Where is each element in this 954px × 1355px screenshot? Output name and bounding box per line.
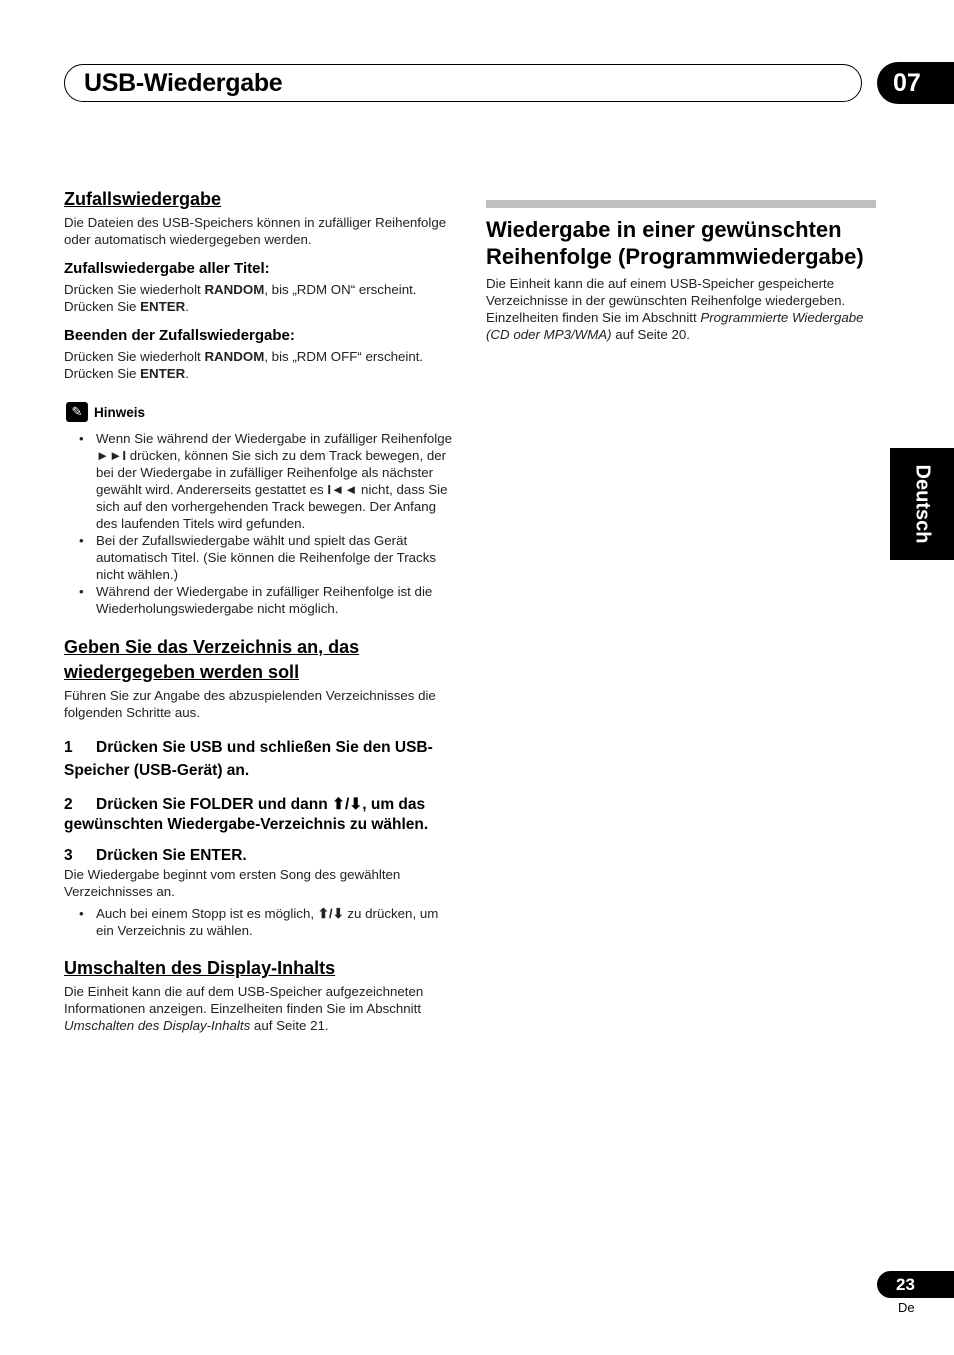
end-text: Drücken Sie wiederholt RANDOM, bis „RDM OFF“ erscheint. Drücken Sie ENTER.: [64, 349, 424, 381]
subheading-end: Beenden der Zufallswiedergabe:: [64, 327, 295, 344]
note-list: [64, 430, 456, 617]
pencil-icon: ✎: [66, 402, 88, 422]
all-titles-text: Drücken Sie wiederholt RANDOM, bis „RDM ON“ erscheint. Drücken Sie ENTER.: [64, 282, 417, 314]
right-column: [486, 200, 876, 343]
section-title-display: Umschalten des Display-Inhalts: [64, 958, 336, 978]
program-text: Die Einheit kann die auf einem USB-Speicher gespeicherte Verzeichnisse in der gewünschten Reihenfolge wiedergeben. Einzelheiten finden Sie im Abschnitt Programmierte Wiedergabe (CD oder MP3/WMA) auf Seite 20.: [486, 276, 864, 342]
step-3-bullets: [64, 905, 456, 939]
zufall-intro: Die Dateien des USB-Speichers können in zufälliger Reihenfolge oder automatisch wiedergegeben werden.: [64, 215, 447, 247]
page-title: USB-Wiedergabe: [84, 69, 283, 97]
up-down-arrow-icon: ⬆/⬇: [331, 796, 363, 813]
step-3: 3 Drücken Sie ENTER.: [64, 847, 247, 864]
note-item: • Auch bei einem Stopp ist es möglich, ⬆/⬇ zu drücken, um ein Verzeichnis zu wählen.: [64, 905, 456, 939]
verzeichnis-intro: Führen Sie zur Angabe des abzuspielenden Verzeichnisses die folgenden Schritte aus.: [64, 688, 436, 720]
note-item: • Bei der Zufallswiedergabe wählt und spielt das Gerät automatisch Titel. (Sie können die Reihenfolge der Tracks nicht wählen.): [64, 532, 456, 583]
section-title-zufall: Zufallswiedergabe: [64, 189, 222, 209]
left-column: [64, 188, 456, 1034]
step-1: 1 Drücken Sie USB und schließen Sie den USB-Speicher (USB-Gerät) an.: [64, 739, 433, 779]
previous-track-icon: I◄◄: [327, 482, 358, 497]
page-number: 23: [877, 1271, 954, 1298]
section-title-verzeichnis: Geben Sie das Verzeichnis an, das wiedergegeben werden soll: [64, 637, 360, 682]
chapter-number: 07: [877, 62, 954, 104]
note-header: [66, 402, 456, 422]
section-title-program: Wiedergabe in einer gewünschten Reihenfolge (Programmwiedergabe): [486, 217, 864, 269]
note-label: Hinweis: [94, 404, 146, 420]
display-text: Die Einheit kann die auf dem USB-Speicher aufgezeichneten Informationen anzeigen. Einzelheiten finden Sie im Abschnitt Umschalten des Display-Inhalts auf Seite 21.: [64, 984, 424, 1033]
note-item: • Wenn Sie während der Wiedergabe in zufälliger Reihenfolge ►►I drücken, können Sie sich zu dem Track bewegen, der bei der Wiedergabe in zufälliger Reihenfolge als nächster gewählt wird. Andererseits gestattet es I◄◄ nicht, dass Sie sich auf den vorhergehenden Track bewegen. Der Anfang des laufenden Titels wird gefunden.: [64, 430, 456, 532]
subheading-all-titles: Zufallswiedergabe aller Titel:: [64, 260, 270, 277]
section-divider: [486, 200, 876, 208]
next-track-icon: ►►I: [96, 448, 127, 463]
step-2: 2 Drücken Sie FOLDER und dann ⬆/⬇, um das gewünschten Wiedergabe-Verzeichnis zu wählen.: [64, 796, 429, 833]
step-3-text: Die Wiedergabe beginnt vom ersten Song des gewählten Verzeichnisses an.: [64, 867, 401, 899]
language-code: De: [898, 1300, 915, 1315]
language-tab: [890, 448, 954, 560]
language-tab-label: Deutsch: [911, 464, 934, 544]
note-item: • Während der Wiedergabe in zufälliger Reihenfolge ist die Wiederholungswiedergabe nicht möglich.: [64, 583, 456, 617]
up-down-arrow-icon: ⬆/⬇: [317, 906, 344, 921]
